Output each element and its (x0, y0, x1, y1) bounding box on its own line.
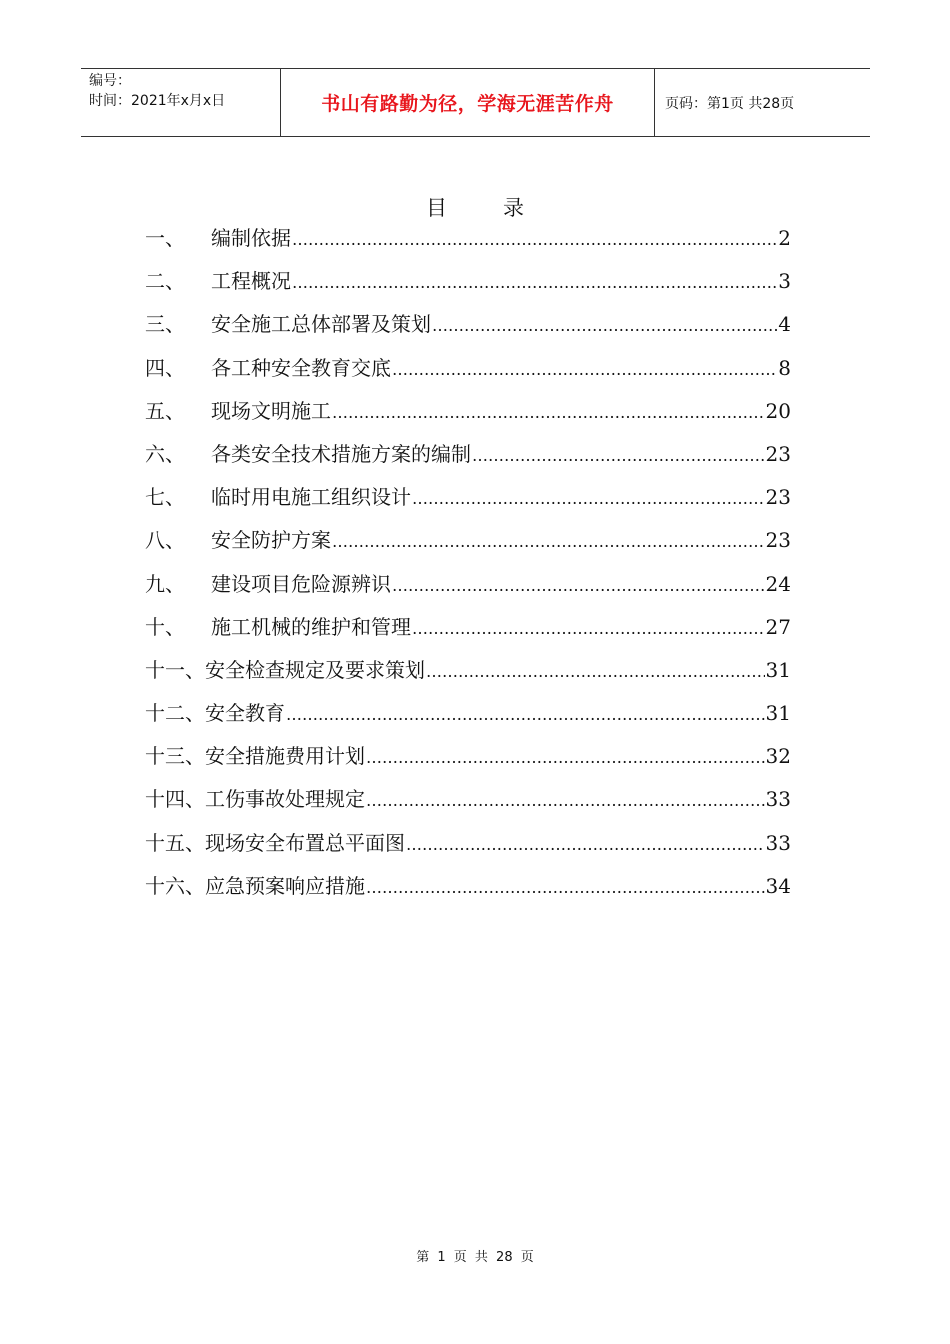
toc-entry-title: 应急预案响应措施 (205, 873, 365, 898)
toc-entry-page: 3 (778, 269, 791, 294)
toc-entry-page: 23 (765, 441, 791, 466)
header-page-info: 页码：第1页 共28页 (665, 95, 795, 112)
document-number-label: 编号： (89, 73, 131, 89)
toc-entry-title: 安全检查规定及要求策划 (205, 657, 425, 682)
toc-leader-dots (332, 397, 765, 428)
document-time-label: 时间：2021年x月x日 (89, 93, 226, 109)
toc-entry[interactable] (145, 655, 791, 698)
toc-entry-number: 六、 (145, 441, 185, 466)
page-footer: 第 1 页 共 28 页 (416, 1250, 534, 1265)
toc-leader-dots (286, 699, 765, 730)
toc-entry-page: 31 (765, 657, 791, 682)
toc-leader-dots (332, 526, 765, 557)
toc-entry-page: 27 (765, 614, 791, 639)
toc-entry[interactable] (145, 482, 791, 525)
toc-entry-number: 七、 (145, 485, 185, 510)
toc-entry[interactable] (145, 223, 791, 266)
toc-entry[interactable] (145, 569, 791, 612)
toc-entry-number: 十、 (145, 614, 185, 639)
toc-entry-title: 工程概况 (211, 269, 291, 294)
toc-entry-page: 20 (765, 398, 791, 423)
toc-entry[interactable] (145, 871, 791, 914)
toc-leader-dots (366, 872, 765, 903)
toc-entry-page: 4 (778, 312, 791, 337)
table-of-contents (145, 223, 791, 914)
toc-leader-dots (392, 570, 765, 601)
toc-entry-title: 安全施工总体部署及策划 (211, 312, 431, 337)
toc-entry[interactable] (145, 828, 791, 871)
toc-entry[interactable] (145, 525, 791, 568)
toc-entry-title: 现场文明施工 (211, 398, 331, 423)
toc-entry[interactable] (145, 353, 791, 396)
toc-entry-page: 32 (765, 744, 791, 769)
toc-entry-number: 十一、 (145, 657, 205, 682)
toc-entry-number: 九、 (145, 571, 185, 596)
toc-entry[interactable] (145, 784, 791, 827)
toc-entry[interactable] (145, 439, 791, 482)
toc-leader-dots (412, 613, 765, 644)
toc-entry-title: 各工种安全教育交底 (211, 355, 391, 380)
toc-entry-page: 24 (765, 571, 791, 596)
toc-entry-title: 现场安全布置总平面图 (205, 830, 405, 855)
toc-title: 目录 (426, 196, 580, 220)
toc-entry-number: 八、 (145, 528, 185, 553)
toc-leader-dots (292, 267, 777, 298)
toc-entry-title: 安全教育 (205, 701, 285, 726)
toc-entry-number: 三、 (145, 312, 185, 337)
toc-entry-number: 十三、 (145, 744, 205, 769)
toc-entry-number: 二、 (145, 269, 185, 294)
toc-entry-number: 四、 (145, 355, 185, 380)
toc-entry-number: 十二、 (145, 701, 205, 726)
toc-entry-title: 建设项目危险源辨识 (211, 571, 391, 596)
toc-leader-dots (292, 224, 777, 255)
toc-entry-page: 34 (765, 873, 791, 898)
toc-leader-dots (432, 310, 777, 341)
toc-entry-number: 十四、 (145, 787, 205, 812)
toc-entry-page: 23 (765, 528, 791, 553)
page-header (81, 68, 870, 137)
toc-entry-title: 编制依据 (211, 226, 291, 250)
header-motto: 书山有路勤为径，学海无涯苦作舟 (281, 69, 655, 136)
toc-entry-page: 33 (765, 787, 791, 812)
toc-entry[interactable] (145, 396, 791, 439)
toc-entry-title: 安全防护方案 (211, 528, 331, 553)
toc-entry[interactable] (145, 612, 791, 655)
toc-entry-page: 33 (765, 830, 791, 855)
toc-entry[interactable] (145, 266, 791, 309)
toc-leader-dots (412, 483, 765, 514)
toc-leader-dots (406, 829, 765, 860)
toc-entry-page: 31 (765, 701, 791, 726)
toc-entry-title: 施工机械的维护和管理 (211, 614, 411, 639)
toc-entry-number: 十五、 (145, 830, 205, 855)
toc-entry[interactable] (145, 741, 791, 784)
toc-entry-number: 十六、 (145, 873, 205, 898)
toc-leader-dots (366, 785, 765, 816)
toc-leader-dots (392, 354, 777, 385)
toc-entry-number: 五、 (145, 398, 185, 423)
toc-entry-title: 临时用电施工组织设计 (211, 485, 411, 510)
toc-entry-page: 8 (778, 355, 791, 380)
toc-entry-page: 23 (765, 485, 791, 510)
toc-entry-title: 各类安全技术措施方案的编制 (211, 441, 471, 466)
header-meta (81, 69, 281, 136)
toc-leader-dots (426, 656, 765, 687)
toc-entry-title: 安全措施费用计划 (205, 744, 365, 769)
toc-leader-dots (472, 440, 765, 471)
toc-entry[interactable] (145, 698, 791, 741)
toc-entry-page: 2 (778, 226, 791, 250)
toc-entry-title: 工伤事故处理规定 (205, 787, 365, 812)
toc-leader-dots (366, 742, 765, 773)
toc-entry[interactable] (145, 309, 791, 352)
toc-entry-number: 一、 (145, 226, 185, 250)
